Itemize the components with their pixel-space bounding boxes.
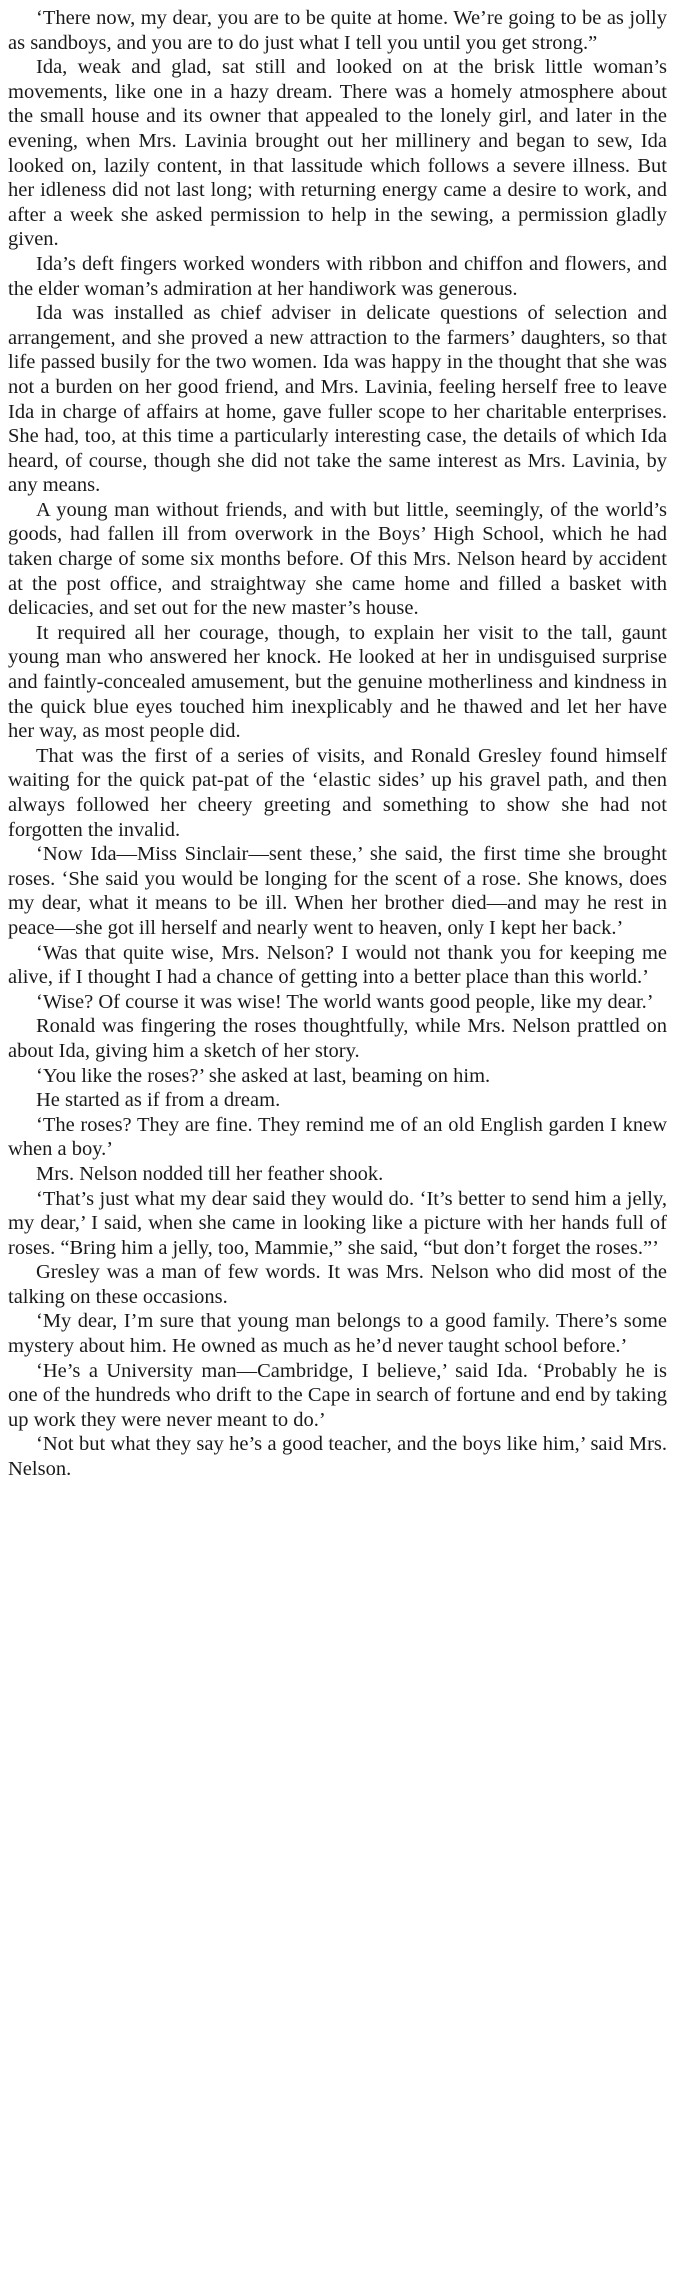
paragraph: Ida, weak and glad, sat still and looked on at the brisk little woman’s movements, like one in a hazy dream. There was a homely atmosphere about the small house and its owner that appealed to the lonely girl, and later in the evening, when Mrs. Lavinia brought out her millinery and began to sew, Ida looked on, lazily content, in that lassitude which follows a severe illness. But her idleness did not last long; with returning energy came a desire to work, and after a week she asked permission to help in the sewing, a permission gladly given. (8, 56, 667, 251)
paragraph: ‘He’s a University man—Cambridge, I believe,’ said Ida. ‘Probably he is one of the hundreds who drift to the Cape in search of fortune and end by taking up work they were never meant to do.’ (8, 1359, 667, 1431)
paragraph: ‘My dear, I’m sure that young man belongs to a good family. There’s some mystery about him. He owned as much as he’d never taught school before.’ (8, 1310, 667, 1358)
paragraph: ‘Now Ida—Miss Sinclair—sent these,’ she said, the first time she brought roses. ‘She said you would be longing for the scent of a rose. She knows, does my dear, what it means to be ill. When her brother died—and may he rest in peace—she got ill herself and nearly went to heaven, only I kept her back.’ (8, 843, 667, 939)
paragraph: That was the first of a series of visits, and Ronald Gresley found himself waiting for the quick pat-pat of the ‘elastic sides’ up his gravel path, and then always followed her cheery greeting and something to show she had not forgotten the invalid. (8, 744, 667, 841)
paragraph: Ronald was fingering the roses thoughtfully, while Mrs. Nelson prattled on about Ida, giving him a sketch of her story. (8, 1015, 667, 1062)
paragraph: ‘Was that quite wise, Mrs. Nelson? I would not thank you for keeping me alive, if I thought I had a chance of getting into a better place than this world.’ (8, 941, 667, 989)
paragraph: Mrs. Nelson nodded till her feather shook. (36, 1162, 384, 1185)
paragraph: Ida was installed as chief adviser in delicate questions of selection and arrangement, and she proved a new attraction to the farmers’ daughters, so that life passed busily for the two women. Ida was happy in the thought that she was not a burden on her good friend, and Mrs. Lavinia, feeling herself free to leave Ida in charge of affairs at home, gave fuller scope to her charitable enterprises. She had, too, at this time a particularly interesting case, the details of which Ida heard, of course, though she did not take the same interest as Mrs. Lavinia, by any means. (8, 302, 667, 497)
paragraph: It required all her courage, though, to explain her visit to the tall, gaunt young man who answered her knock. He looked at her in undisguised surprise and faintly-concealed amusement, but the genuine motherliness and kindness in the quick blue eyes touched him inexplicably and he thawed and let her have her way, as most people did. (8, 621, 667, 743)
paragraph: Ida’s deft fingers worked wonders with ribbon and chiffon and flowers, and the elder woman’s admiration at her handiwork was generous. (8, 252, 667, 300)
paragraph: He started as if from a dream. (36, 1089, 281, 1112)
paragraph: ‘There now, my dear, you are to be quite at home. We’re going to be as jolly as sandboys, and you are to do just what I tell you until you get strong.” (8, 7, 667, 54)
paragraph: ‘You like the roses?’ she asked at last, beaming on him. (36, 1064, 491, 1087)
paragraph: ‘That’s just what my dear said they would do. ‘It’s better to send him a jelly, my dear,’ I said, when she came in looking like a picture with her hands full of roses. “Bring him a jelly, too, Mammie,” she said, “but don’t forget the roses.”’ (8, 1187, 667, 1259)
paragraph: Gresley was a man of few words. It was Mrs. Nelson who did most of the talking on these occasions. (8, 1261, 667, 1308)
paragraph: A young man without friends, and with but little, seemingly, of the world’s goods, had fallen ill from overwork in the Boys’ High School, which he had taken charge of some six months before. Of this Mrs. Nelson heard by accident at the post office, and straightway she came home and filled a basket with delicacies, and set out for the new master’s house. (8, 498, 667, 620)
paragraph: ‘Wise? Of course it was wise! The world wants good people, like my dear.’ (36, 990, 654, 1013)
paragraph: ‘Not but what they say he’s a good teacher, and the boys like him,’ said Mrs. Nelson. (8, 1433, 667, 1481)
paragraph: ‘The roses? They are fine. They remind me of an old English garden I knew when a boy.’ (8, 1113, 667, 1161)
